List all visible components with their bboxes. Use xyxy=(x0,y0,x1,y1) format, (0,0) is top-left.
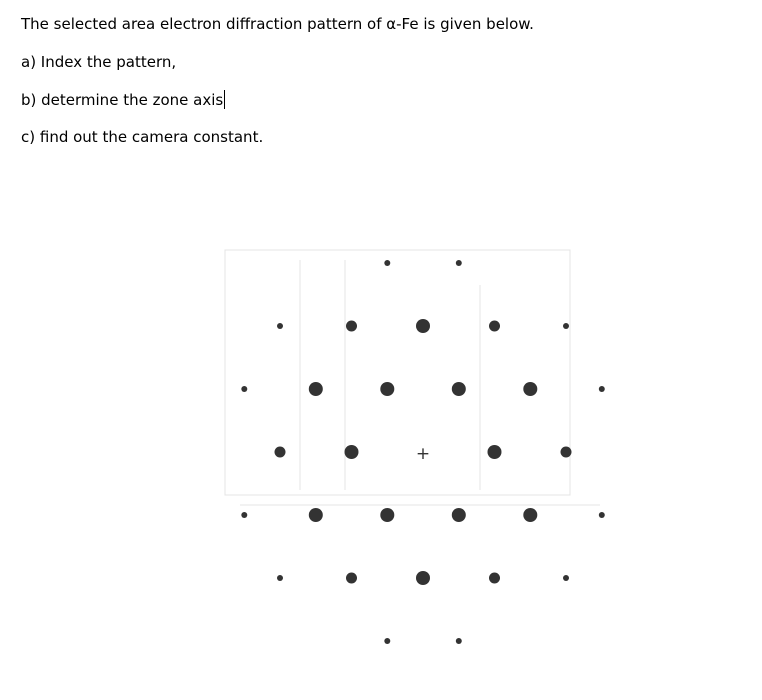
question-part-a: a) Index the pattern, xyxy=(21,53,177,71)
diffraction-spot xyxy=(452,508,466,522)
diffraction-spot xyxy=(523,382,537,396)
diffraction-spot xyxy=(384,638,390,644)
diffraction-spot xyxy=(241,386,247,392)
diffraction-spot xyxy=(346,321,357,332)
diffraction-spot xyxy=(277,323,283,329)
diffraction-spot xyxy=(489,573,500,584)
diffraction-spot xyxy=(488,445,502,459)
diffraction-spot xyxy=(380,508,394,522)
center-beam-marker: + xyxy=(415,444,431,464)
diffraction-spot xyxy=(599,512,605,518)
diffraction-spot xyxy=(416,571,430,585)
diffraction-spot xyxy=(277,575,283,581)
diffraction-spot xyxy=(345,445,359,459)
diffraction-spot xyxy=(563,323,569,329)
diffraction-spot xyxy=(456,638,462,644)
diffraction-spot xyxy=(561,447,572,458)
figure-background-ghost xyxy=(225,250,600,505)
diffraction-spot xyxy=(241,512,247,518)
diffraction-spot xyxy=(309,382,323,396)
diffraction-spot xyxy=(563,575,569,581)
diffraction-spot xyxy=(309,508,323,522)
diffraction-spot xyxy=(523,508,537,522)
diffraction-spot xyxy=(456,260,462,266)
diffraction-spot xyxy=(599,386,605,392)
question-part-c: c) find out the camera constant. xyxy=(21,128,264,146)
diffraction-spot xyxy=(452,382,466,396)
diffraction-spot xyxy=(489,321,500,332)
question-part-b-text: b) determine the zone axis xyxy=(21,91,224,109)
question-intro: The selected area electron diffraction pattern of α-Fe is given below. xyxy=(21,15,534,33)
diffraction-spot xyxy=(384,260,390,266)
diffraction-spot xyxy=(346,573,357,584)
diffraction-spot xyxy=(275,447,286,458)
diffraction-spot xyxy=(380,382,394,396)
diffraction-spot xyxy=(416,319,430,333)
